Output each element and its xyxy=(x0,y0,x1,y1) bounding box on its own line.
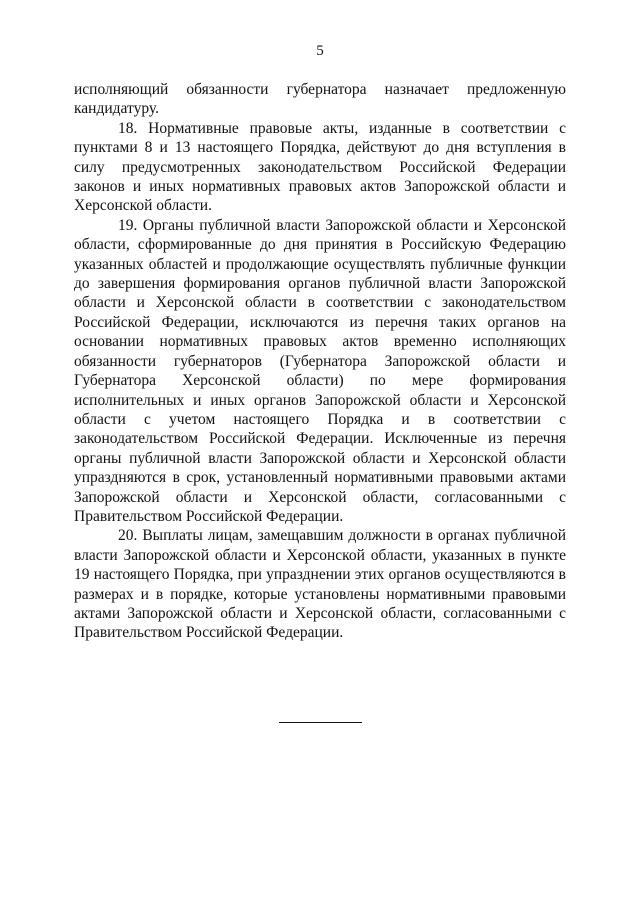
document-body xyxy=(74,80,566,643)
paragraph-continuation: исполняющий обязанности губернатора назначает предложенную кандидатуру. xyxy=(74,81,566,118)
paragraph-item-20: 20. Выплаты лицам, замещавшим должности в органах публичной власти Запорожской области и Херсонской области, указанных в пункте 19 настоящего Порядка, при упразднении этих органов осуществляются в размерах и в порядке, которые установлены нормативными правовыми актами Запорожской области и Херсонской области, согласованными с Правительством Российской Федерации. xyxy=(74,527,566,642)
paragraph-item-18: 18. Нормативные правовые акты, изданные в соответствии с пунктами 8 и 13 настоящего Порядка, действуют до дня вступления в силу предусмотренных законодательством Российской Федерации законов и иных нормативных правовых актов Запорожской области и Херсонской области. xyxy=(74,119,566,215)
paragraph-item-19: 19. Органы публичной власти Запорожской области и Херсонской области, сформированные до дня принятия в Российскую Федерацию указанных областей и продолжающие осуществлять публичные функции до завершения формирования органов публичной власти Запорожской области и Херсонской области в соответствии с законодательством Российской Федерации, исключаются из перечня таких органов на основании нормативных правовых актов временно исполняющих обязанности губернаторов (Губернатора Запорожской области и Губернатора Херсонской области) по мере формирования исполнительных и иных органов Запорожской области и Херсонской области с учетом настоящего Порядка и в соответствии с законодательством Российской Федерации. Исключенные из перечня органы публичной власти Запорожской области и Херсонской области упраздняются в срок, установленный нормативными правовыми актами Запорожской области и Херсонской области, согласованными с Правительством Российской Федерации. xyxy=(74,216,566,525)
page-number: 5 xyxy=(316,43,324,59)
end-separator-line xyxy=(279,722,362,723)
